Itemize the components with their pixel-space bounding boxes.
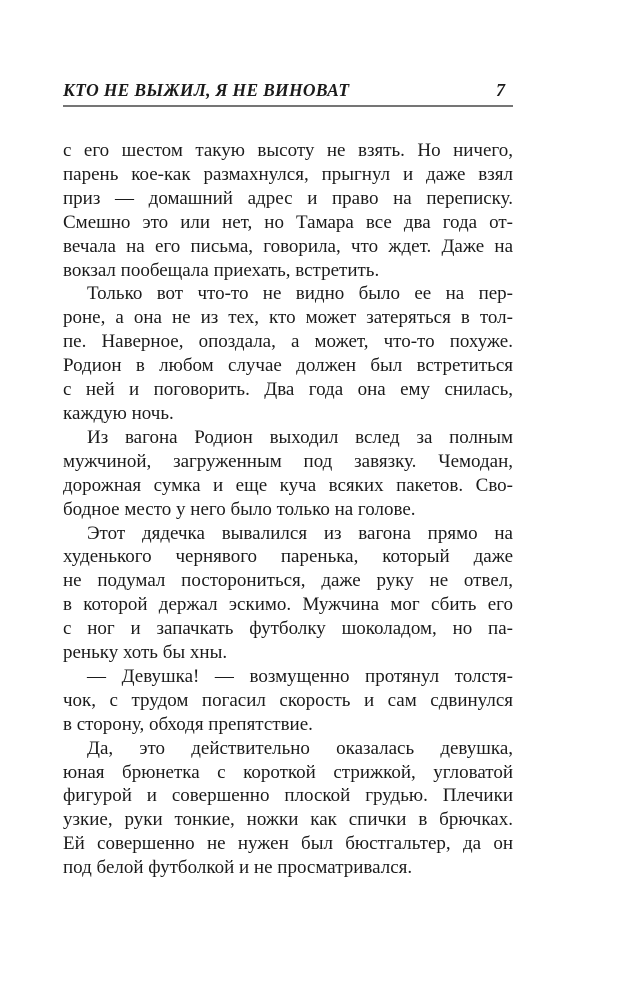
paragraph bbox=[63, 665, 513, 737]
text-line: не подумал посторониться, даже руку не отвел, bbox=[63, 570, 513, 592]
text-line: вокзал пообещала приехать, встретить. bbox=[63, 259, 380, 281]
text-line: Этот дядечка вывалился из вагона прямо на bbox=[87, 522, 513, 544]
text-line: под белой футболкой и не просматривался. bbox=[63, 857, 413, 879]
text-line: Из вагона Родион выходил вслед за полным bbox=[87, 426, 513, 448]
text-line: дорожная сумка и еще куча всяких пакетов. Сво- bbox=[63, 474, 513, 496]
text-line: Смешно это или нет, но Тамара все два года от- bbox=[63, 211, 513, 233]
text-line: худенького чернявого паренька, который даже bbox=[63, 546, 513, 568]
paragraph bbox=[63, 426, 513, 522]
body-text bbox=[63, 139, 513, 880]
text-line: узкие, руки тонкие, ножки как спички в брючках. bbox=[63, 809, 513, 831]
text-line: чок, с трудом погасил скорость и сам сдвинулся bbox=[63, 689, 513, 711]
text-line: — Девушка! — возмущенно протянул толстя- bbox=[87, 665, 513, 687]
text-block bbox=[63, 80, 513, 880]
paragraph bbox=[63, 522, 513, 665]
text-line: роне, а она не из тех, кто может затеряться в тол- bbox=[63, 307, 513, 329]
text-line: приз — домашний адрес и право на переписку. bbox=[63, 187, 513, 209]
text-line: Только вот что-то не видно было ее на пер- bbox=[87, 283, 513, 305]
text-line: бодное место у него было только на голове. bbox=[63, 498, 416, 520]
running-title: КТО НЕ ВЫЖИЛ, Я НЕ ВИНОВАТ bbox=[63, 80, 350, 100]
paragraph bbox=[63, 139, 513, 282]
text-line: юная брюнетка с короткой стрижкой, угловатой bbox=[63, 761, 513, 783]
text-line: Ей совершенно не нужен был бюстгальтер, да он bbox=[63, 833, 513, 855]
text-line: каждую ночь. bbox=[63, 402, 174, 424]
text-line: парень кое-как размахнулся, прыгнул и даже взял bbox=[63, 163, 513, 185]
text-line: мужчиной, загруженным под завязку. Чемодан, bbox=[63, 450, 513, 472]
paragraph bbox=[63, 737, 513, 880]
text-line: Родион в любом случае должен был встретиться bbox=[63, 355, 513, 377]
text-line: с его шестом такую высоту не взять. Но ничего, bbox=[63, 140, 513, 161]
running-header bbox=[63, 80, 513, 101]
text-line: вечала на его письма, говорила, что ждет. Даже на bbox=[63, 235, 513, 257]
text-line: в которой держал эскимо. Мужчина мог сбить его bbox=[63, 594, 513, 616]
text-line: реньку хоть бы хны. bbox=[63, 642, 228, 664]
text-line: Да, это действительно оказалась девушка, bbox=[87, 737, 513, 759]
text-line: пе. Наверное, опоздала, а может, что-то похуже. bbox=[63, 331, 513, 353]
page-number: 7 bbox=[496, 80, 505, 100]
header-rule bbox=[63, 105, 513, 107]
paragraph bbox=[63, 282, 513, 425]
text-line: в сторону, обходя препятствие. bbox=[63, 713, 313, 735]
text-line: с ней и поговорить. Два года она ему снилась, bbox=[63, 379, 513, 401]
text-line: с ног и запачкать футболку шоколадом, но па- bbox=[63, 618, 513, 640]
text-line: фигурой и совершенно плоской грудью. Плечики bbox=[63, 785, 513, 807]
